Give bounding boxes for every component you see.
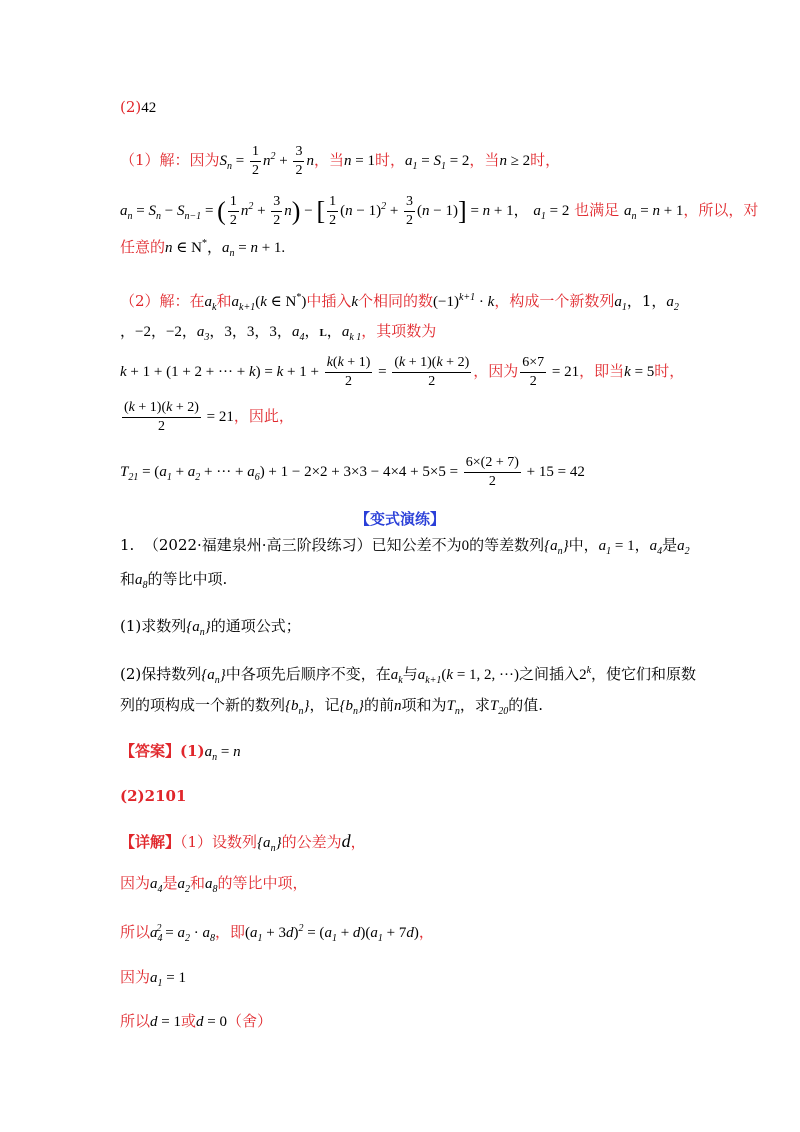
answer-part2-line [120,96,156,119]
question1-part2-line2: 列的项构成一个新的数列$\{b_n\}$，记$\{b_n\}$的前n项和为$T_n$，求$T_{20}$的值. [120,696,544,717]
question1-line1: 1. （2022·福建泉州·高三阶段练习）已知公差不为0的等差数列$\{a_n\}$中，$a_1 = 1$，$a_4$是$a_2$ [120,536,690,557]
question1-part1: (1)求数列$\{a_n\}$的通项公式； [120,617,301,638]
answer-line1: 【答案】$(1)a_n = n$ [120,742,241,763]
solution2-line4: $\frac{(k + 1)(k + 2)}{2}$ = 21，因此， [124,400,294,434]
question1-line2: 和$a_8$的等比中项. [120,570,228,591]
detail-line4: 因为$a_1 = 1$ [120,968,186,989]
detail-line2: 因为$a_4$是$a_2$和$a_8$的等比中项， [120,874,308,895]
solution2-line3: k + 1 + (1 + 2 + ··· + k) = k + 1 + $\frac{k(k + 1)}{2}$ = $\frac{(k + 1)(k + 2)}{2}$ ，因为 $\frac{6\times 7}{2}$ = 21，即当k = 5时， [120,355,685,389]
formula-an-difference: $a_n = S_n - S_{n-1}$ = ( $\frac{1}{2}$ $n^2$ + $\frac{3}{2}$ n) − [ $\frac{1}{2}$ $(n - 1)^2$ + $\frac{3}{2}$ (n − 1)] = n + 1 [120,194,514,228]
answer-part2-label: (2) [120,98,142,116]
formula-an-result: $a_n = n + 1$. [221,240,286,259]
answer-line2: (2)2101 [120,787,187,805]
solution1-line3: 任意的n ∈ N*，$a_n = n + 1$. [120,238,286,259]
formula-a1-eq-2: $a_1 = 2$ [533,202,570,222]
variant-heading: 【变式演练】 [354,510,445,528]
formula-n-eq-1: n = 1 [344,152,375,169]
answer-part2-value: 42 [141,100,157,116]
solution2-line1: （2）解：在$a_k$和$a_{k+1}(k$ ∈ N*)中插入k个相同的数$(-1)^{k+1} \cdot k$，构成一个新数列$a_1$，1，$a_2$ [120,292,679,313]
solution1-intro: （1）解：因为 [120,150,220,169]
question1-part2-line1: (2)保持数列$\{a_n\}$中各项先后顺序不变，在$a_k$与$a_{k+1}(k = 1$, 2, ···)之间插入2$^k$，使它们和原数 [120,665,697,686]
detail-line3: 所以$a_4^2 = a_2 \cdot a_8$，即$(a_1 + 3d)^2 = (a_1 + d)(a_1 + 7d)$， [120,923,434,944]
solution2-line2: ，−2，−2，$a_3$，3，3，3，$a_4$，L，$a_{k 1}$，其项数为 [120,322,437,343]
solution2-line5: $T_{21} = (a_1 + a_2$ + ··· + $a_6) + 1 - 2\times 2 + 3\times 3 - 4\times 4 + 5\times 5$ = $\frac{6\times(2 + 7)}{2}$ + 15 = 42 [120,455,585,489]
solution1-line1: （1）解：因为$S_n$ = $\frac{1}{2}$ $n^2$ + $\frac{3}{2}$ n，当n = 1时，$a_1 = S_1 = 2$，当n ≥ 2时， [120,144,561,178]
formula-n-in-N: n ∈ N* [165,238,207,256]
formula-sn: $S_n$ = $\frac{1}{2}$ $n^2$ + $\frac{3}{2}$ n [219,144,314,178]
solution1-line2: $a_n = S_n - S_{n-1}$ = ( $\frac{1}{2}$ $n^2$ + $\frac{3}{2}$ n) − [ $\frac{1}{2}$ $(n - 1)^2$ + $\frac{3}{2}$ (n − 1)] = n + 1， $a_1 = 2$ 也满足 $a_n = n + 1$，所以，对 [120,194,759,228]
formula-an-eq: $a_n = n + 1$ [623,202,684,222]
formula-a1: $a_1 = S_1 = 2$ [404,152,470,172]
detail-line1: 【详解】（1）设数列$\{a_n\}$的公差为d， [120,831,366,854]
detail-line5: 所以d = 1或d = 0（舍） [120,1012,272,1030]
formula-n-ge-2: n ≥ 2 [499,152,531,169]
